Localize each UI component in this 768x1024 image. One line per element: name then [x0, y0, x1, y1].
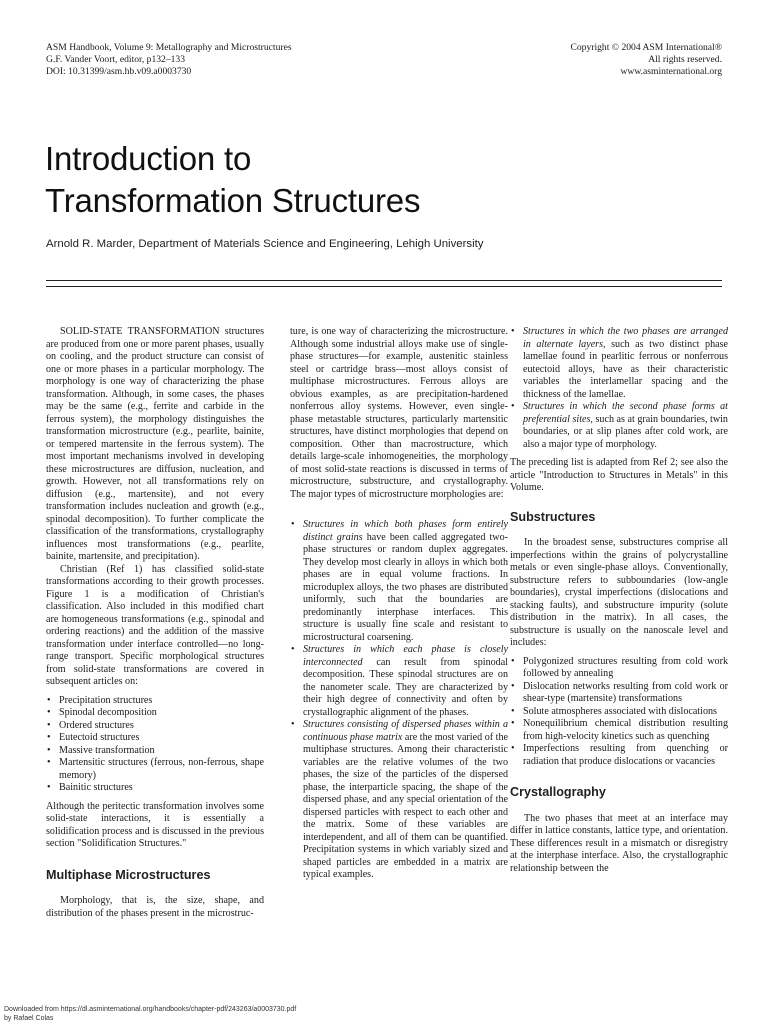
running-header-right: [570, 42, 722, 78]
rule-bottom: [46, 286, 722, 287]
list-item: • Nonequilibrium chemical distribution resulting from high-velocity kinetics such as quenching: [510, 718, 728, 743]
list-item: • Solute atmospheres associated with dislocations: [510, 706, 728, 719]
column-2: [290, 326, 508, 888]
header-doi: DOI: 10.31399/asm.hb.v09.a0003730: [46, 66, 192, 77]
list-item: • Ordered structures: [46, 720, 264, 733]
section-heading: Substructures: [510, 509, 596, 524]
list-item: • Massive transformation: [46, 745, 264, 758]
footer-user: by Rafael Colas: [4, 1014, 54, 1022]
list-item: • Martensitic structures (ferrous, non-ferrous, shape memory): [46, 757, 264, 782]
header-volume: ASM Handbook, Volume 9: Metallography and Microstructures: [46, 42, 292, 53]
column-3: [510, 326, 728, 875]
list-item: • Structures in which the second phase forms at preferential sites, such as at grain boundaries, twin boundaries, or at slip planes after cold work, are also a major type of morphology.: [510, 401, 728, 451]
list-item: • Precipitation structures: [46, 695, 264, 708]
morphology-list-continued: [510, 326, 728, 451]
transformation-list: [46, 695, 264, 795]
header-url[interactable]: www.asminternational.org: [620, 66, 722, 77]
list-item: • Imperfections resulting from quenching or radiation that produce dislocations or vacancies: [510, 743, 728, 768]
download-footer: [4, 1006, 296, 1023]
paragraph: Although the peritectic transformation involves some solid-state interactions, it is essentially a solidification process and is discussed in the previous section "Solidification Structures.": [46, 800, 264, 849]
morphology-list: [290, 519, 508, 882]
paragraph: In the broadest sense, substructures comprise all imperfections within the grains of polycrystalline metals or even single-phase alloys. Conventionally, substructure refers to subboundaries (low-angle boundaries), crystal imperfections (dislocations and stacking faults), and substructure impurity (solute distribution in the matrix). In all cases, the substructure is usually on the nanoscale level and includes:: [510, 537, 728, 648]
title-line-2: Transformation Structures: [45, 182, 421, 219]
list-item: • Structures in which the two phases are arranged in alternate layers, such as two distinct phase lamellae found in pearlitic ferrous or nonferrous eutectoid alloys, have as their characteristic variables the interlamellar spacing and the thickness of the lamellae.: [510, 326, 728, 401]
list-item: • Structures in which both phases form entirely distinct grains have been called aggregated two-phase structures or random duplex aggregates. They develop most clearly in alloys in which both phases are in equal volume fractions. In microduplex alloys, the two phases are distributed uniformly, such that the boundaries are predominantly interphase interfaces. This structure is usually fine scale and resistant to microstructural coarsening.: [290, 519, 508, 644]
list-item: • Structures consisting of dispersed phases within a continuous phase matrix are the most varied of the multiphase structures. Among their characteristic variables are the relative volumes of the two phases, the size of the particles of the dispersed phase, the interparticle spacing, the shape of the dispersed phase, and any special orientation of the dispersed particles with respect to each other and the matrix. Some of these variables are interdependent, and all of them can be quantified. Precipitation systems in which variably sized and shaped particles are embedded in a matrix are typical examples.: [290, 719, 508, 882]
list-item: • Eutectoid structures: [46, 732, 264, 745]
list-item: • Polygonized structures resulting from cold work followed by annealing: [510, 656, 728, 681]
footer-download-url[interactable]: Downloaded from https://dl.asminternational.org/handbooks/chapter-pdf/243263/a0003730.pdf: [4, 1006, 297, 1013]
header-rights: All rights reserved.: [648, 54, 722, 65]
paragraph: The two phases that meet at an interface may differ in lattice constants, lattice type, and orientation. These differences result in a mismatch or disregistry at the interphase interface. Also, the crystallographic relationship between the: [510, 812, 728, 874]
section-heading: Crystallography: [510, 785, 606, 799]
running-header-left: [46, 42, 292, 78]
paragraph: ture, is one way of characterizing the microstructure. Although some industrial alloys make use of single-phase structures—for example, austenitic stainless steel or cartridge brass—most alloys consist of multiphase microstructures. Ferrous alloys are obvious examples, as are precipitation-hardened nonferrous alloy systems. However, even single-phase metastable structures, particularly martensitic structures, have distinct morphologies that depend on composition. Other than macrostructure, which details large-scale inhomogeneities, the morphology of most solid-state reactions is discussed in terms of microstructure, substructure, and crystallography. The major types of microstructure morphologies are:: [290, 326, 508, 500]
intro-paragraph: SOLID-STATE TRANSFORMATION structures are produced from one or more parent phases, usually on cooling, and the product structure can consist of one or more phases in a particular morphology. The morphology is one way of characterizing the phase transformation. Although, in some cases, the phases may be the same (e.g., ferrite and carbide in the ferrous system), the morphology distinguishes the transformation microstructure (e.g., pearlite, bainite, or tempered martensite in the ferrous system). The most important mechanisms involved in developing these microstructures are diffusion, nucleation, and growth. However, not all transformations rely on diffusion (e.g., martensite), and not every transformation includes nucleation and growth (e.g., spinodal decomposition). To further complicate the classification of the transformations, crystallography influences most transformations (e.g., pearlite, bainite, martensite, and precipitation).: [46, 326, 265, 562]
list-item: • Spinodal decomposition: [46, 707, 264, 720]
paragraph: Christian (Ref 1) has classified solid-state transformations according to their growth processes. Figure 1 is a modification of Christian's classification. Also included in this modified chart are homogeneous transformations (e.g., spinodal and ordering reactions) and the addition of the massive transformation under interface controlled—no long-range transport. Specific morphological structures from solid-state transformations are covered in subsequent articles on:: [46, 563, 264, 687]
author-line: Arnold R. Marder, Department of Materials Science and Engineering, Lehigh University: [46, 238, 484, 250]
header-copyright: Copyright © 2004 ASM International®: [570, 42, 722, 53]
lead-in: SOLID-STATE TRANSFORMATION: [60, 326, 220, 337]
section-heading: Multiphase Microstructures: [46, 867, 211, 882]
paragraph: The preceding list is adapted from Ref 2; see also the article "Introduction to Structures in Metals" in this Volume.: [510, 457, 728, 493]
rule-top: [46, 280, 722, 281]
substructure-list: [510, 656, 728, 769]
paragraph: Morphology, that is, the size, shape, and distribution of the phases present in the microstruc-: [46, 895, 264, 919]
column-1: [46, 326, 264, 920]
article-title: [45, 138, 420, 222]
list-item: • Structures in which each phase is closely interconnected can result from spinodal decomposition. These spinodal structures are on the nanometer scale. They are characterized by their high degree of connectivity and often by crystallographic alignment of the phases.: [290, 644, 508, 719]
header-editor: G.F. Vander Voort, editor, p132–133: [46, 54, 186, 65]
title-line-1: Introduction to: [45, 140, 252, 177]
list-item: • Dislocation networks resulting from cold work or shear-type (martensite) transformations: [510, 681, 728, 706]
list-item: • Bainitic structures: [46, 782, 264, 795]
